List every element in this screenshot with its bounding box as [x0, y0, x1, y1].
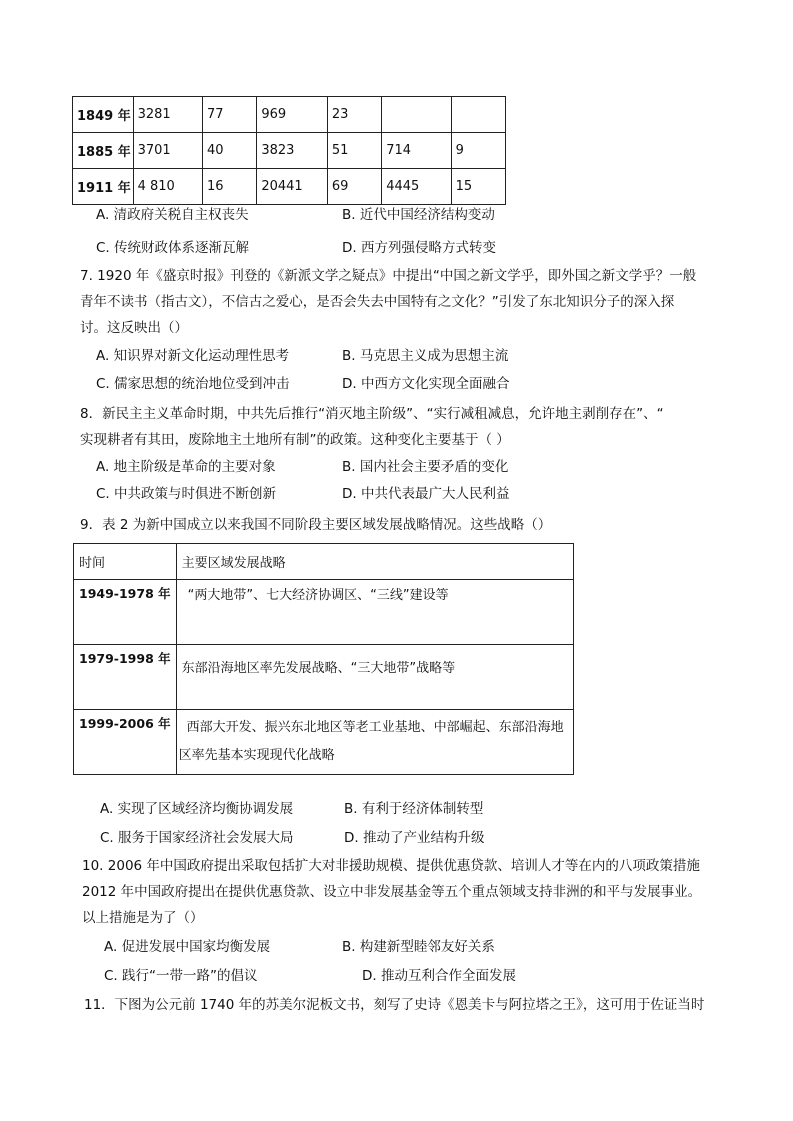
- option-b: B. 近代中国经济结构变动: [342, 207, 495, 223]
- table-header-cell: 主要区域发展战略: [176, 544, 573, 580]
- table-cell: 15: [451, 169, 505, 205]
- table-cell: 3823: [257, 133, 328, 169]
- question-7-text: 7. 1920 年《盛京时报》刊登的《新派文学之疑点》中提出“中国之新文学乎，即外国之新文学乎？一般: [80, 268, 697, 284]
- option-a: A. 促进发展中国家均衡发展: [104, 939, 271, 955]
- table-cell: 40: [202, 133, 256, 169]
- question-7-text: 讨。这反映出（）: [80, 320, 188, 336]
- table-row: [73, 97, 506, 133]
- table-cell: 69: [327, 169, 381, 205]
- table-cell: 714: [382, 133, 451, 169]
- data-table-continued: [72, 96, 506, 205]
- option-c: C. 儒家思想的统治地位受到冲击: [96, 376, 290, 392]
- question-8-text: 8．新民主主义革命时期，中共先后推行“消灭地主阶级”、“实行减租减息，允许地主剥削存在”、“: [80, 406, 664, 422]
- table-cell: 1999-2006 年: [74, 710, 177, 775]
- option-c: C. 践行“一带一路”的倡议: [104, 968, 258, 984]
- table-cell: 23: [327, 97, 381, 133]
- strategy-text: 区率先基本实现现代化战略: [178, 748, 335, 763]
- option-b: B. 构建新型睦邻友好关系: [342, 939, 495, 955]
- strategy-text: 东部沿海地区率先发展战略、“三大地带”战略等: [181, 661, 456, 676]
- table-cell: 1949-1978 年: [74, 580, 177, 645]
- strategy-text: 西部大开发、振兴东北地区等老工业基地、中部崛起、东部沿海地: [186, 720, 564, 735]
- table-cell: [451, 97, 505, 133]
- table-cell: 51: [327, 133, 381, 169]
- table-cell: 1849 年: [73, 97, 134, 133]
- table-cell: 4445: [382, 169, 451, 205]
- option-b: B. 有利于经济体制转型: [344, 801, 484, 817]
- question-10-text: 2012 年中国政府提出在提供优惠贷款、设立中非发展基金等五个重点领域支持非洲的和平与发展事业。: [82, 884, 702, 900]
- question-7-text: 青年不读书（指古文），不信古之爱心，是否会失去中国特有之文化？”引发了东北知识分子的深入探: [80, 294, 675, 310]
- question-10-text: 10. 2006 年中国政府提出采取包括扩大对非援助规模、提供优惠贷款、培训人才等在内的八项政策措施: [82, 858, 700, 874]
- option-d: D. 推动了产业结构升级: [344, 830, 485, 846]
- table-cell: 3281: [133, 97, 202, 133]
- option-d: D. 中西方文化实现全面融合: [342, 376, 510, 392]
- question-9-text: 9．表 2 为新中国成立以来我国不同阶段主要区域发展战略情况。这些战略（）: [80, 517, 552, 533]
- table-cell: 20441: [257, 169, 328, 205]
- table-header-cell: 时间: [74, 544, 177, 580]
- table-cell: 1979-1998 年: [74, 645, 177, 710]
- table-row: [73, 133, 506, 169]
- option-a: A. 实现了区域经济均衡协调发展: [100, 801, 294, 817]
- table-row: [73, 169, 506, 205]
- question-11-text: 11．下图为公元前 1740 年的苏美尔泥板文书，刻写了史诗《恩美卡与阿拉塔之王》，这可用于佐证当时: [84, 997, 705, 1013]
- table-row: [74, 710, 574, 775]
- question-10-text: 以上措施是为了（）: [82, 910, 204, 926]
- option-a: A. 知识界对新文化运动理性思考: [96, 348, 290, 364]
- option-d: D. 中共代表最广大人民利益: [342, 486, 510, 502]
- table-cell: 3701: [133, 133, 202, 169]
- option-c: C. 中共政策与时俱进不断创新: [96, 486, 277, 502]
- table-cell: [176, 645, 573, 710]
- table-cell: [176, 710, 573, 775]
- question-8-text: 实现耕者有其田，废除地主土地所有制”的政策。这种变化主要基于（ ）: [80, 432, 510, 448]
- table-cell: [176, 580, 573, 645]
- option-d: D. 推动互利合作全面发展: [362, 968, 516, 984]
- table-cell: [382, 97, 451, 133]
- table-cell: 9: [451, 133, 505, 169]
- table-cell: 4 810: [133, 169, 202, 205]
- strategy-table: [73, 543, 574, 775]
- table-cell: 77: [202, 97, 256, 133]
- table-cell: 1885 年: [73, 133, 134, 169]
- option-b: B. 马克思主义成为思想主流: [342, 348, 509, 364]
- table-header-row: [74, 544, 574, 580]
- table-row: [74, 580, 574, 645]
- option-a: A. 地主阶级是革命的主要对象: [96, 459, 276, 475]
- table-cell: 1911 年: [73, 169, 134, 205]
- strategy-text: “两大地带”、七大经济协调区、“三线”建设等: [187, 588, 449, 603]
- table-row: [74, 645, 574, 710]
- table-cell: 16: [202, 169, 256, 205]
- option-a: A. 清政府关税自主权丧失: [96, 207, 249, 223]
- option-b: B. 国内社会主要矛盾的变化: [342, 459, 509, 475]
- table-cell: 969: [257, 97, 328, 133]
- option-d: D. 西方列强侵略方式转变: [342, 240, 496, 256]
- option-c: C. 服务于国家经济社会发展大局: [100, 830, 294, 846]
- option-c: C. 传统财政体系逐渐瓦解: [96, 240, 250, 256]
